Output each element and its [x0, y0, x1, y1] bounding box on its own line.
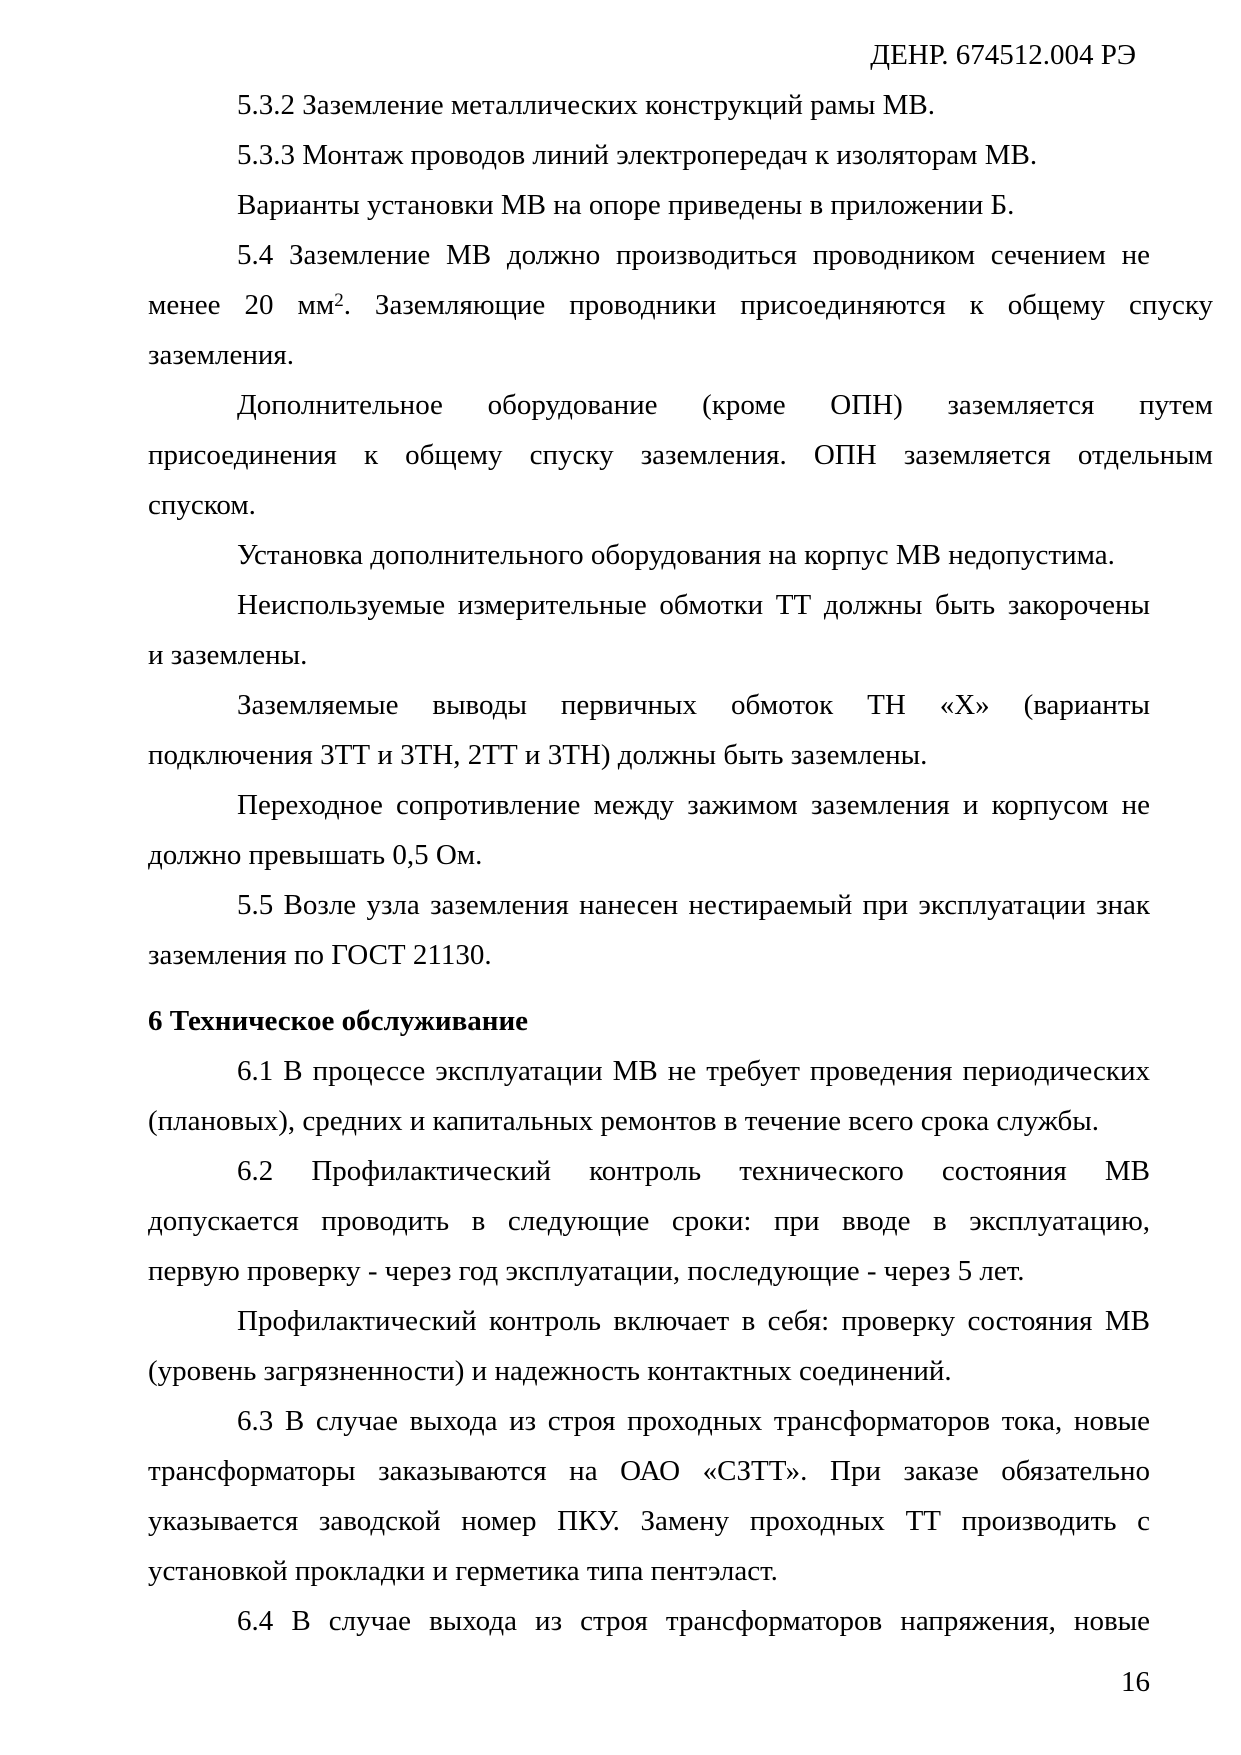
doc-line: первую проверку - через год эксплуатации, последующие - через 5 лет. [148, 1255, 1025, 1287]
doc-line: заземления. [148, 339, 294, 371]
doc-line: подключения 3ТТ и 3ТН, 2ТТ и 3ТН) должны быть заземлены. [148, 739, 928, 771]
doc-line: спуском. [148, 489, 256, 521]
doc-line: установкой прокладки и герметика типа пентэласт. [148, 1555, 778, 1587]
doc-line: 6.2 Профилактический контроль технического состояния МВ [237, 1155, 1150, 1187]
doc-line: присоединения к общему спуску заземления. ОПН заземляется отдельным [148, 439, 1213, 471]
doc-line: трансформаторы заказываются на ОАО «СЗТТ». При заказе обязательно [148, 1455, 1150, 1487]
doc-line: Варианты установки МВ на опоре приведены в приложении Б. [237, 189, 1015, 221]
doc-line: Дополнительное оборудование (кроме ОПН) заземляется путем [237, 389, 1213, 421]
doc-line: и заземлены. [148, 639, 308, 671]
doc-line: Профилактический контроль включает в себя: проверку состояния МВ [237, 1305, 1150, 1337]
doc-line: 5.3.2 Заземление металлических конструкций рамы МВ. [237, 89, 935, 121]
doc-code-header: ДЕНР. 674512.004 РЭ [870, 39, 1136, 71]
doc-line: 5.3.3 Монтаж проводов линий электропередач к изоляторам МВ. [237, 139, 1038, 171]
section-heading: 6 Техническое обслуживание [148, 1005, 529, 1037]
doc-line: Заземляемые выводы первичных обмоток ТН «Х» (варианты [237, 689, 1150, 721]
doc-line: 6.1 В процессе эксплуатации МВ не требует проведения периодических [237, 1055, 1150, 1087]
doc-line: должно превышать 0,5 Ом. [148, 839, 483, 871]
doc-line: 5.5 Возле узла заземления нанесен нестираемый при эксплуатации знак [237, 889, 1150, 921]
doc-line: Переходное сопротивление между зажимом заземления и корпусом не [237, 789, 1150, 821]
doc-line: 6.4 В случае выхода из строя трансформаторов напряжения, новые [237, 1605, 1150, 1637]
doc-line: заземления по ГОСТ 21130. [148, 939, 492, 971]
doc-line: (уровень загрязненности) и надежность контактных соединений. [148, 1355, 952, 1387]
doc-line: допускается проводить в следующие сроки: при вводе в эксплуатацию, [148, 1205, 1150, 1237]
doc-line-part: . Заземляющие проводники присоединяются к общему спуску [343, 289, 1213, 321]
doc-line-part: менее 20 мм [148, 289, 335, 321]
page-number: 16 [1121, 1666, 1150, 1698]
superscript-2: 2 [334, 290, 344, 311]
document-content [148, 30, 1213, 1707]
doc-line: 6.3 В случае выхода из строя проходных трансформаторов тока, новые [237, 1405, 1150, 1437]
doc-line: Установка дополнительного оборудования на корпус МВ недопустима. [237, 539, 1115, 571]
doc-line: Неиспользуемые измерительные обмотки ТТ должны быть закорочены [237, 589, 1150, 621]
doc-line: указывается заводской номер ПКУ. Замену проходных ТТ производить с [148, 1505, 1150, 1537]
doc-line-superscript [148, 280, 1213, 330]
doc-line: 5.4 Заземление МВ должно производиться проводником сечением не [237, 239, 1150, 271]
doc-line: (плановых), средних и капитальных ремонтов в течение всего срока службы. [148, 1105, 1099, 1137]
